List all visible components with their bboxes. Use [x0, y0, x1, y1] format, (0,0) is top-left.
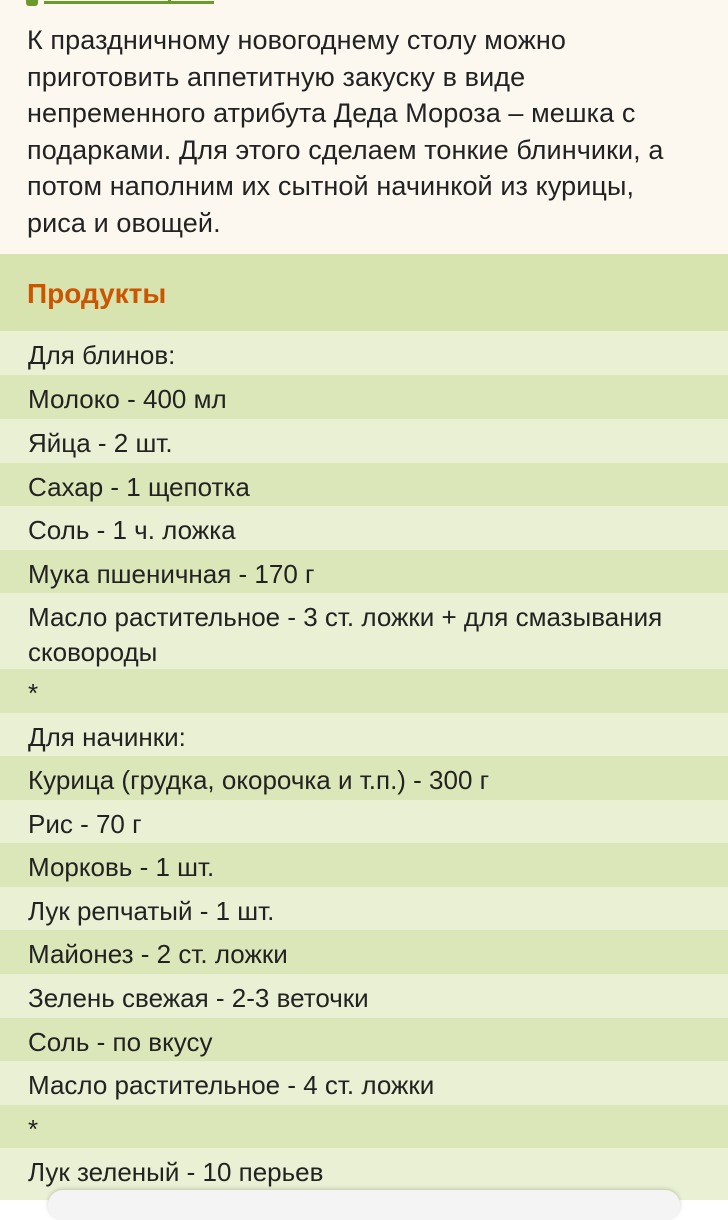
- ingredient-row: *: [0, 1105, 728, 1148]
- ingredient-row: Молоко - 400 мл: [0, 375, 728, 419]
- ingredient-row: Лук зеленый - 10 перьев: [0, 1148, 728, 1200]
- section-title: Продукты: [27, 278, 167, 309]
- ingredient-row: Зелень свежая - 2-3 веточки: [0, 974, 728, 1018]
- ingredient-row: Мука пшеничная - 170 г: [0, 550, 728, 593]
- ingredient-row: Сахар - 1 щепотка: [0, 463, 728, 506]
- ingredient-row: Курица (грудка, окорочка и т.п.) - 300 г: [0, 756, 728, 800]
- ingredient-row: Масло растительное - 4 ст. ложки: [0, 1061, 728, 1105]
- underline-tick: [168, 0, 171, 4]
- top-strip: [0, 0, 728, 8]
- ingredient-row: Соль - по вкусу: [0, 1018, 728, 1061]
- intro-paragraph: К праздничному новогоднему столу можно приготовить аппетитную закуску в виде непременного атрибута Деда Мороза – мешка с подарками. Для этого сделаем тонкие блинчики, а потом наполним их сытной начинкой из курицы, риса и овощей.: [0, 8, 728, 254]
- ingredient-row: Масло растительное - 3 ст. ложки + для смазывания сковороды: [0, 593, 728, 669]
- category-icon: [26, 0, 38, 6]
- ingredient-row: Соль - 1 ч. ложка: [0, 506, 728, 550]
- link-underline: [44, 1, 214, 4]
- ingredient-row: Яйца - 2 шт.: [0, 419, 728, 463]
- ingredient-row: *: [0, 669, 728, 713]
- bottom-panel[interactable]: [48, 1190, 680, 1220]
- ingredient-row: Морковь - 1 шт.: [0, 843, 728, 887]
- ingredient-row: Майонез - 2 ст. ложки: [0, 930, 728, 974]
- ingredient-row: Рис - 70 г: [0, 800, 728, 843]
- ingredient-row: Для начинки:: [0, 713, 728, 756]
- ingredient-row: Для блинов:: [0, 331, 728, 375]
- ingredient-row: Лук репчатый - 1 шт.: [0, 887, 728, 930]
